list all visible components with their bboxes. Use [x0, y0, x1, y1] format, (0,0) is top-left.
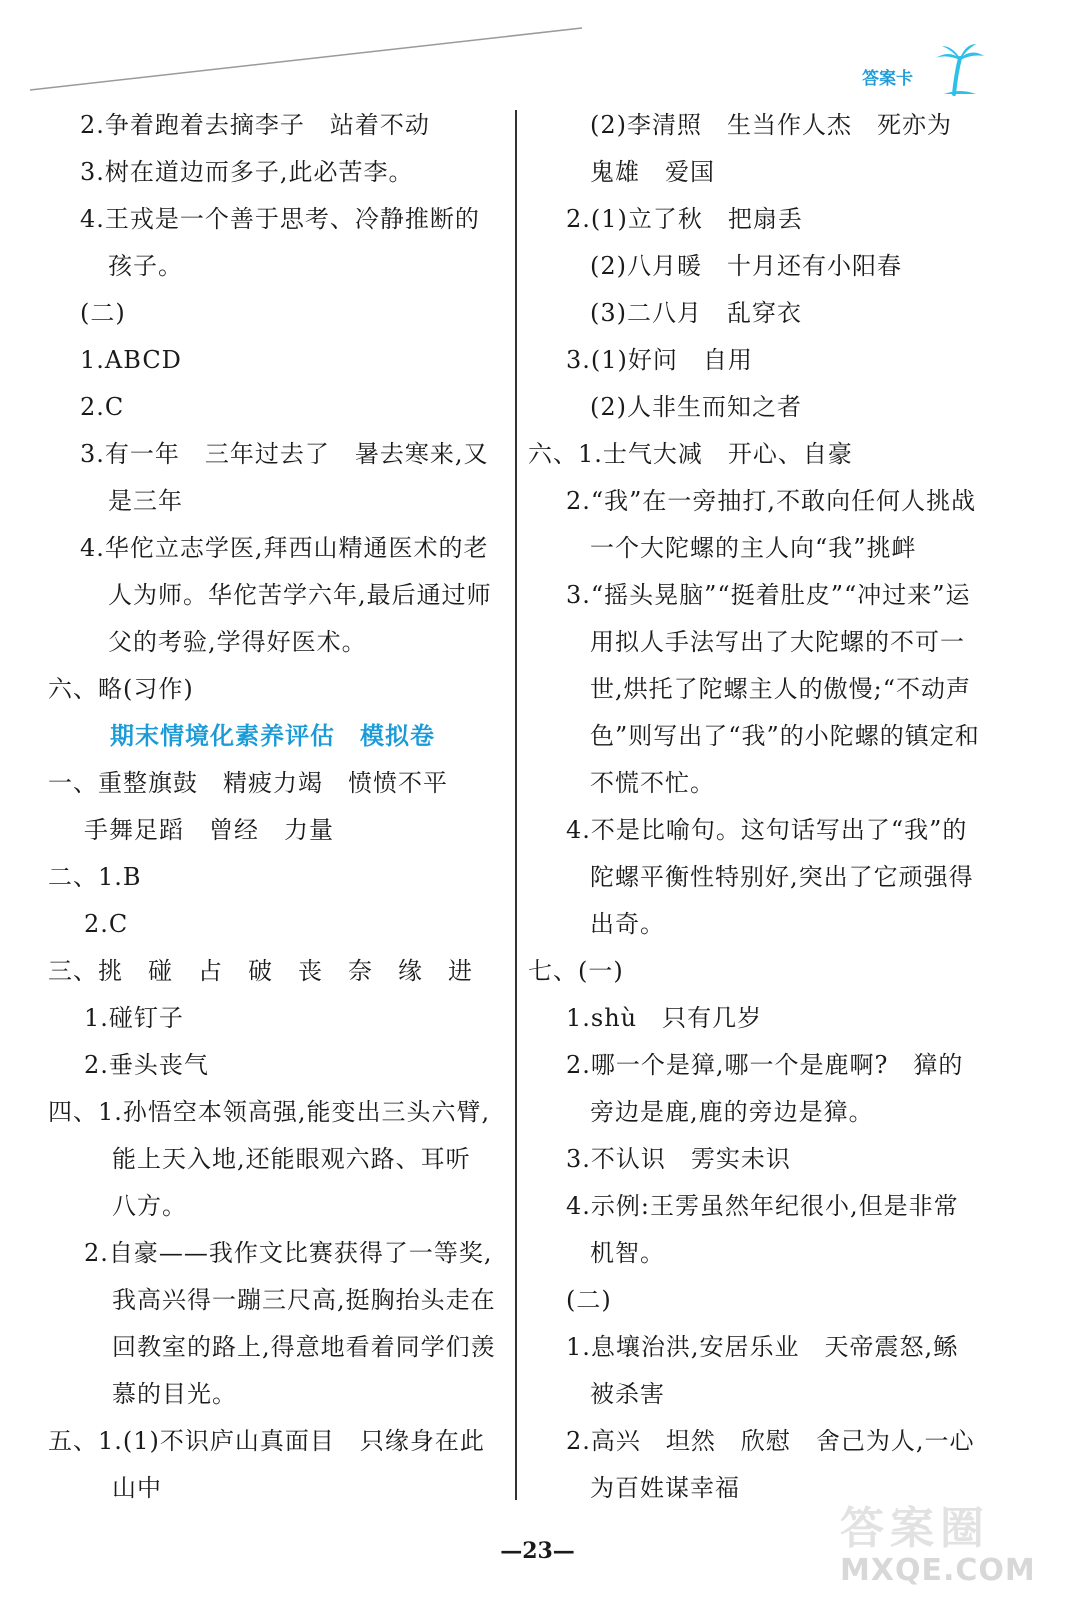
- answer-line: 世,烘托了陀螺主人的傲慢;“不动声: [590, 675, 971, 703]
- answer-line: 一、重整旗鼓 精疲力竭 愤愤不平: [48, 769, 448, 797]
- answer-line: 机智。: [590, 1239, 665, 1267]
- answer-line: 3.树在道边而多子,此必苦李。: [80, 158, 414, 186]
- answer-line: 陀螺平衡性特别好,突出了它顽强得: [590, 863, 974, 891]
- answer-line: 色”则写出了“我”的小陀螺的镇定和: [590, 722, 980, 750]
- answer-line: 1.shù 只有几岁: [566, 1004, 763, 1032]
- answer-line: 用拟人手法写出了大陀螺的不可一: [590, 628, 965, 656]
- answer-line: 四、1.孙悟空本领高强,能变出三头六臂,: [48, 1098, 491, 1126]
- answer-line: 二、1.B: [48, 863, 142, 891]
- palm-tree-icon: [930, 42, 985, 97]
- header-label: 答案卡: [862, 69, 913, 89]
- answer-line: 2.垂头丧气: [84, 1051, 209, 1079]
- answer-line: 三、挑 碰 占 破 丧 奈 缘 进: [48, 957, 473, 985]
- answer-line: 2.自豪——我作文比赛获得了一等奖,: [84, 1239, 493, 1267]
- answer-line: 1.息壤治洪,安居乐业 天帝震怒,鲧: [566, 1333, 959, 1361]
- answer-line: 1.ABCD: [80, 346, 182, 374]
- answer-line: 鬼雄 爱国: [590, 158, 715, 186]
- answer-line: 山中: [112, 1474, 162, 1502]
- answer-line: 为百姓谋幸福: [590, 1474, 740, 1502]
- watermark-logo: 答案圈: [840, 1503, 990, 1554]
- answer-line: 2.争着跑着去摘李子 站着不动: [80, 111, 430, 139]
- answer-line: 是三年: [108, 487, 183, 515]
- watermark-url: MXQE.COM: [840, 1553, 1036, 1588]
- answer-line: 4.不是比喻句。这句话写出了“我”的: [566, 816, 968, 844]
- answer-line: 人为师。华佗苦学六年,最后通过师: [108, 581, 492, 609]
- answer-line: 被杀害: [590, 1380, 665, 1408]
- answer-line: 3.(1)好问 自用: [566, 346, 753, 374]
- answer-line: (二): [80, 299, 126, 327]
- answer-line: 七、(一): [528, 957, 624, 985]
- answer-line: 3.不认识 雱实未识: [566, 1145, 791, 1173]
- column-divider: [515, 110, 517, 1500]
- answer-line: 六、1.士气大减 开心、自豪: [528, 440, 853, 468]
- answer-line: 4.王戎是一个善于思考、冷静推断的: [80, 205, 480, 233]
- answer-line: 手舞足蹈 曾经 力量: [84, 816, 334, 844]
- answer-line: 六、略(习作): [48, 675, 194, 703]
- answer-line: 出奇。: [590, 910, 665, 938]
- answer-line: 2.C: [80, 393, 125, 421]
- answer-line: 旁边是鹿,鹿的旁边是獐。: [590, 1098, 874, 1126]
- answer-line: 2.C: [84, 910, 129, 938]
- answer-line: 2.高兴 坦然 欣慰 舍己为人,一心: [566, 1427, 975, 1455]
- answer-line: (二): [566, 1286, 612, 1314]
- answer-line: 孩子。: [108, 252, 183, 280]
- answer-line: 2.哪一个是獐,哪一个是鹿啊? 獐的: [566, 1051, 964, 1079]
- watermark: [840, 1505, 1036, 1588]
- answer-line: 4.华佗立志学医,拜西山精通医术的老: [80, 534, 489, 562]
- answer-line: 4.示例:王雱虽然年纪很小,但是非常: [566, 1192, 959, 1220]
- answer-line: (3)二八月 乱穿衣: [590, 299, 802, 327]
- section-title: 期末情境化素养评估 模拟卷: [110, 722, 435, 750]
- answer-line: 2.(1)立了秋 把扇丢: [566, 205, 803, 233]
- answer-line: 八方。: [112, 1192, 187, 1220]
- answer-line: 父的考验,学得好医术。: [108, 628, 367, 656]
- header-rule: [30, 20, 590, 100]
- answer-line: (2)李清照 生当作人杰 死亦为: [590, 111, 952, 139]
- answer-line: 我高兴得一蹦三尺高,挺胸抬头走在: [112, 1286, 496, 1314]
- answer-line: 回教室的路上,得意地看着同学们羡: [112, 1333, 496, 1361]
- answer-line: 不慌不忙。: [590, 769, 715, 797]
- page-number: —23—: [500, 1538, 575, 1564]
- answer-line: 慕的目光。: [112, 1380, 237, 1408]
- answer-line: 一个大陀螺的主人向“我”挑衅: [590, 534, 917, 562]
- answer-line: 3.有一年 三年过去了 暑去寒来,又: [80, 440, 489, 468]
- answer-line: 1.碰钉子: [84, 1004, 184, 1032]
- answer-line: (2)八月暖 十月还有小阳春: [590, 252, 902, 280]
- answer-line: 2.“我”在一旁抽打,不敢向任何人挑战: [566, 487, 977, 515]
- answer-line: 五、1.(1)不识庐山真面目 只缘身在此: [48, 1427, 485, 1455]
- answer-line: 3.“摇头晃脑”“挺着肚皮”“冲过来”运: [566, 581, 971, 609]
- answer-line: (2)人非生而知之者: [590, 393, 802, 421]
- answer-line: 能上天入地,还能眼观六路、耳听: [112, 1145, 471, 1173]
